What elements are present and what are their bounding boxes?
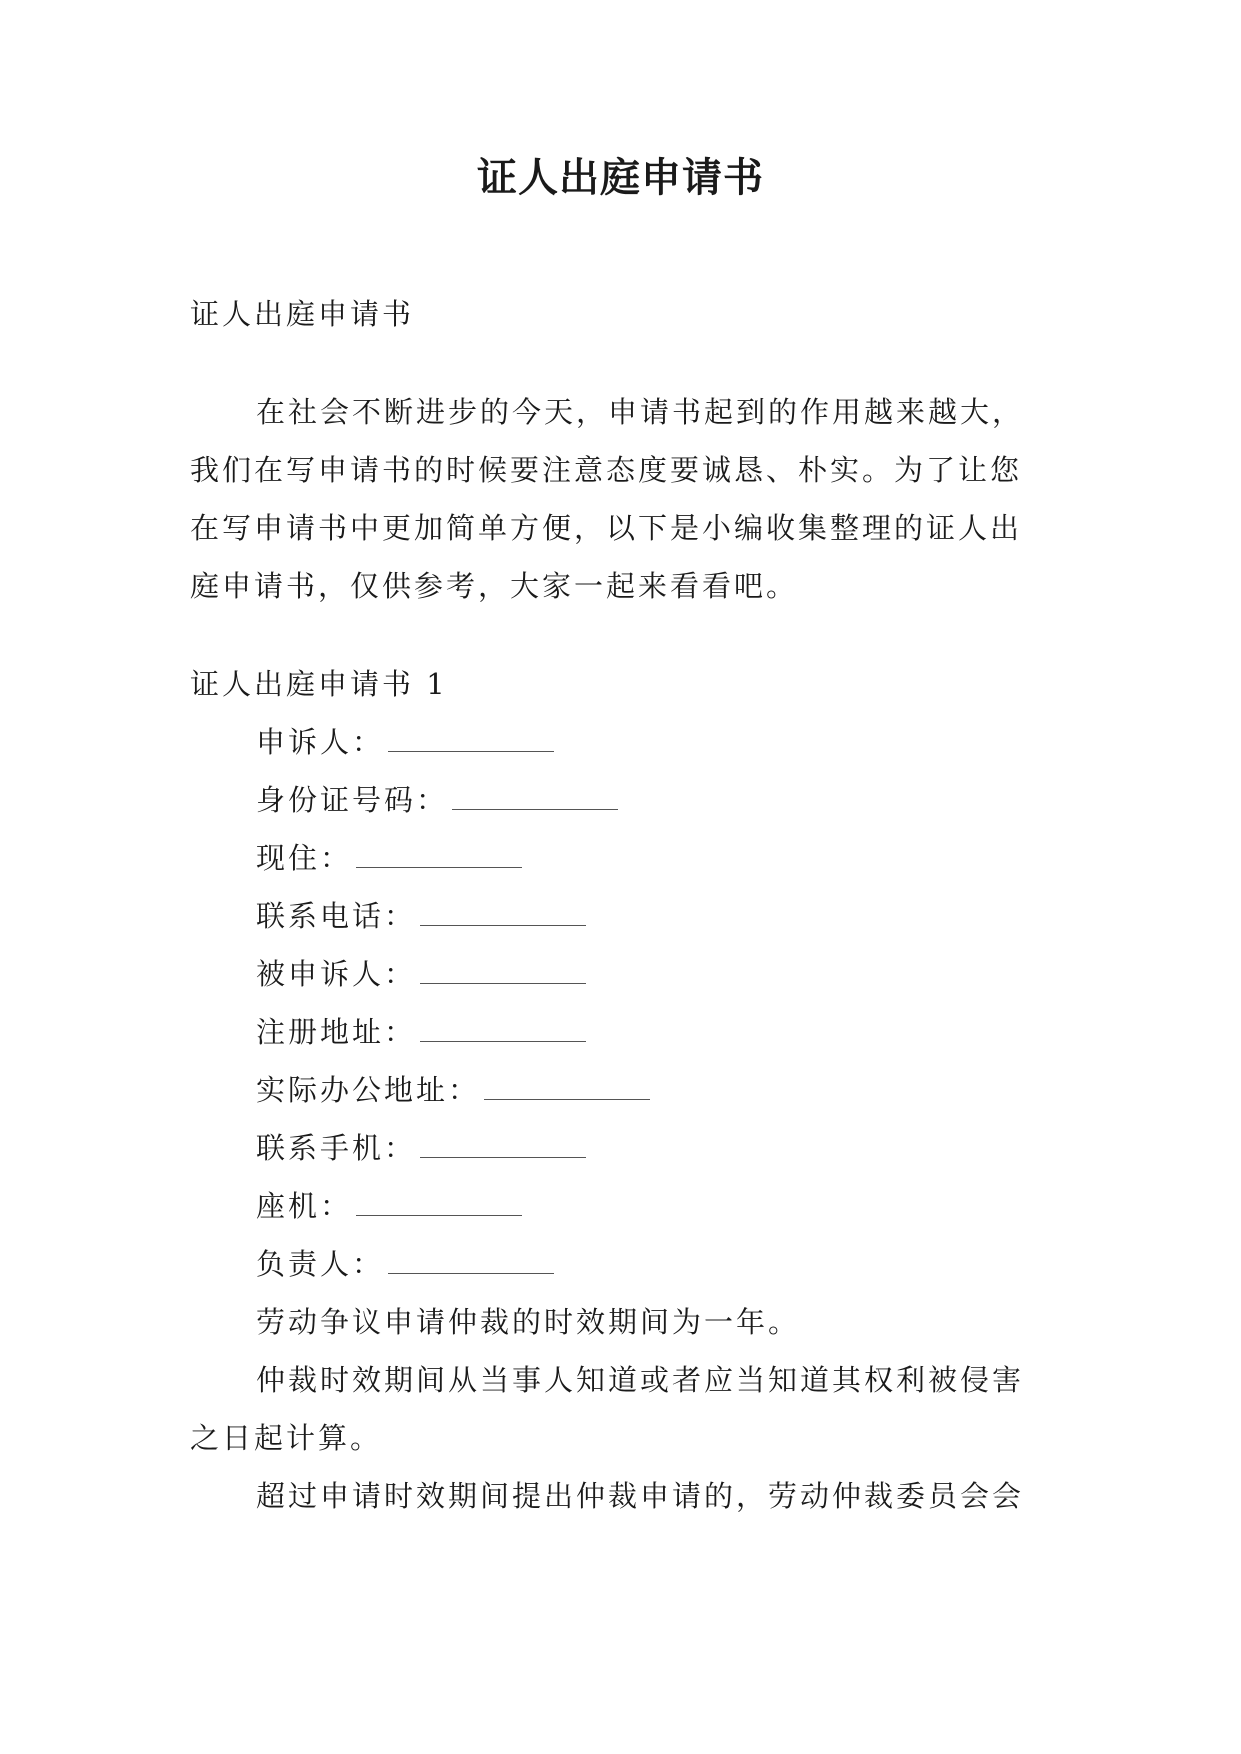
blank-line: [356, 1195, 522, 1216]
blank-line: [356, 847, 522, 868]
blank-line: [420, 1137, 586, 1158]
field-label: 注册地址：: [256, 1015, 417, 1049]
body-paragraph: 超过申请时效期间提出仲裁申请的，劳动仲裁委员会会: [256, 1479, 1025, 1513]
field-office-address: [190, 1061, 1052, 1119]
body-paragraph: 劳动争议申请仲裁的时效期间为一年。: [256, 1305, 801, 1339]
field-label: 负责人：: [256, 1247, 385, 1281]
field-label: 身份证号码：: [256, 783, 449, 817]
field-id-number: [190, 771, 1052, 829]
blank-line: [420, 1021, 586, 1042]
blank-line: [452, 789, 618, 810]
body-paragraph: 仲裁时效期间从当事人知道或者应当知道其权利被侵害之日起计算。: [190, 1363, 1025, 1455]
blank-line: [388, 731, 554, 752]
field-label: 现住：: [256, 841, 353, 875]
blank-line: [484, 1079, 650, 1100]
field-mobile: [190, 1119, 1052, 1177]
field-registered-address: [190, 1003, 1052, 1061]
document-body: [190, 285, 1052, 1525]
blank-line: [420, 963, 586, 984]
form-fields: [190, 713, 1052, 1293]
field-label: 联系电话：: [256, 899, 417, 933]
blank-line: [388, 1253, 554, 1274]
field-label: 申诉人：: [256, 725, 385, 759]
field-label: 座机：: [256, 1189, 353, 1223]
document-subtitle: 证人出庭申请书: [190, 297, 415, 331]
field-respondent: [190, 945, 1052, 1003]
field-residence: [190, 829, 1052, 887]
field-responsible-person: [190, 1235, 1052, 1293]
field-label: 被申诉人：: [256, 957, 417, 991]
field-label: 联系手机：: [256, 1131, 417, 1165]
intro-paragraph: 在社会不断进步的今天，申请书起到的作用越来越大，我们在写申请书的时候要注意态度要诚恳、朴实。为了让您在写申请书中更加简单方便，以下是小编收集整理的证人出庭申请书，仅供参考，大家一起来看看吧。: [190, 395, 1025, 603]
blank-line: [420, 905, 586, 926]
field-complainant: [190, 713, 1052, 771]
field-label: 实际办公地址：: [256, 1073, 481, 1107]
section-heading: 证人出庭申请书 1: [190, 667, 448, 701]
document-title: 证人出庭申请书: [477, 155, 764, 201]
field-phone: [190, 887, 1052, 945]
field-landline: [190, 1177, 1052, 1235]
